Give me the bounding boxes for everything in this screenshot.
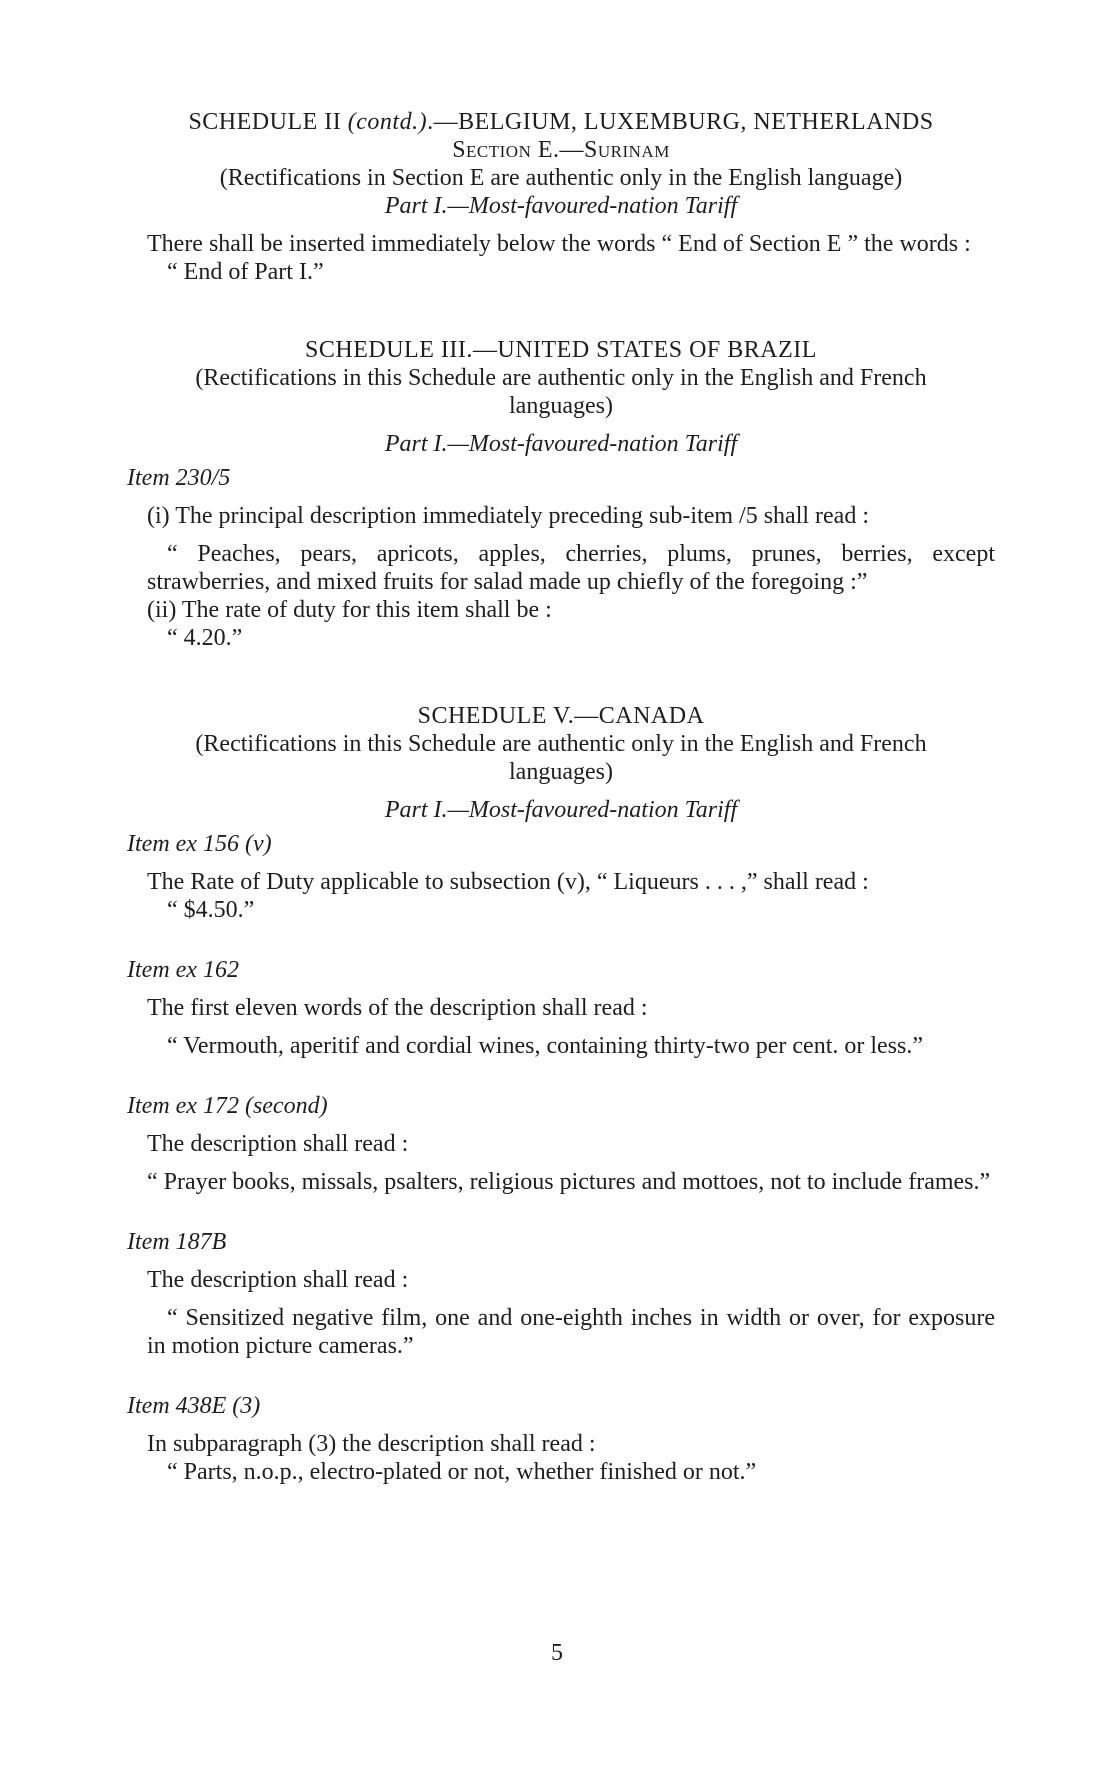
quotation: “ Vermouth, aperitif and cordial wines, containing thirty-two per cent. or less.”: [167, 1033, 923, 1059]
schedule-ii: [127, 108, 995, 286]
item-block: [127, 1092, 995, 1196]
item-block: [127, 830, 995, 924]
rectification-note: (Rectifications in Section E are authentic only in the English language): [219, 165, 903, 191]
quotation: “ $4.50.”: [167, 897, 255, 923]
paragraph: There shall be inserted immediately below the words “ End of Section E ” the words :: [147, 231, 971, 257]
part-heading: Part I.—Most-favoured-nation Tariff: [384, 193, 738, 219]
part-heading: Part I.—Most-favoured-nation Tariff: [384, 431, 738, 457]
schedule-ii-heading: SCHEDULE II (contd.).—BELGIUM, LUXEMBURG, NETHERLANDS: [188, 109, 934, 135]
paragraph: The first eleven words of the description shall read :: [147, 995, 648, 1021]
item-block: [127, 1392, 995, 1486]
paragraph: In subparagraph (3) the description shall read :: [147, 1431, 596, 1457]
paragraph: (ii) The rate of duty for this item shall be :: [147, 597, 552, 623]
quotation: “ End of Part I.”: [167, 259, 324, 285]
paragraph: (i) The principal description immediately preceding sub-item /5 shall read :: [147, 503, 870, 529]
item-label: Item 187B: [127, 1229, 227, 1255]
item-block: [127, 1228, 995, 1360]
section-heading: Section E.—Surinam: [452, 137, 670, 163]
paragraph: The description shall read :: [147, 1131, 409, 1157]
rectification-note: (Rectifications in this Schedule are authentic only in the English and French languages): [195, 365, 927, 419]
quotation: “ Sensitized negative film, one and one-eighth inches in width or over, for exposure in motion picture cameras.”: [147, 1305, 995, 1359]
quotation: “ 4.20.”: [167, 625, 243, 651]
paragraph: The Rate of Duty applicable to subsection (v), “ Liqueurs . . . ,” shall read :: [147, 869, 869, 895]
item-label: Item ex 172 (second): [127, 1093, 328, 1119]
quotation: “ Peaches, pears, apricots, apples, cherries, plums, prunes, berries, except strawberries, and mixed fruits for salad made up chiefly of the foregoing :”: [147, 541, 995, 595]
part-heading: Part I.—Most-favoured-nation Tariff: [384, 797, 738, 823]
item-label: Item ex 156 (v): [127, 831, 272, 857]
quotation: “ Parts, n.o.p., electro-plated or not, whether finished or not.”: [167, 1459, 757, 1485]
schedule-iii-heading: SCHEDULE III.—UNITED STATES OF BRAZIL: [305, 337, 817, 363]
schedule-v: [127, 702, 995, 1486]
quotation: “ Prayer books, missals, psalters, religious pictures and mottoes, not to include frames.”: [147, 1169, 991, 1195]
rectification-note: (Rectifications in this Schedule are authentic only in the English and French languages): [195, 731, 927, 785]
paragraph: The description shall read :: [147, 1267, 409, 1293]
schedule-v-heading: SCHEDULE V.—CANADA: [417, 703, 705, 729]
item-block: [127, 956, 995, 1060]
item-label: Item 438E (3): [127, 1393, 261, 1419]
schedule-iii: [127, 336, 995, 652]
item-label: Item 230/5: [127, 465, 231, 491]
document-page: [127, 108, 995, 1486]
item-label: Item ex 162: [127, 957, 239, 983]
page-number: 5: [551, 1640, 563, 1666]
